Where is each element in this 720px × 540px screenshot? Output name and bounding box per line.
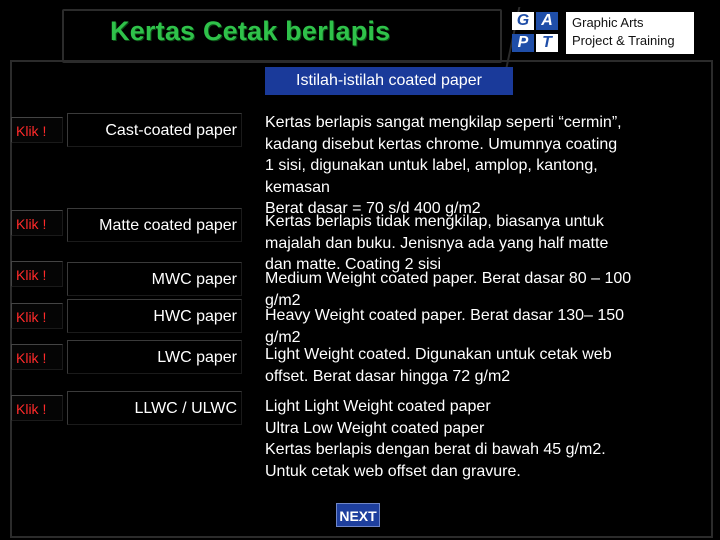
gapt-logo [512, 12, 694, 54]
page-title: Kertas Cetak berlapis [110, 16, 391, 46]
logo-text [566, 12, 694, 54]
desc-hwc-paper: Heavy Weight coated paper. Berat dasar 130– 150 g/m2 [265, 307, 625, 346]
klik-button-hwc[interactable]: Klik ! [11, 303, 63, 329]
desc-llwc-ulwc: Light Light Weight coated paper Ultra Low Weight coated paper Kertas berlapis dengan berat di bawah 45 g/m2. Untuk cetak web offset dan gravure. [265, 398, 606, 480]
logo-letter-g: G [512, 12, 534, 30]
term-lwc-paper: LWC paper [67, 340, 242, 374]
next-button[interactable]: NEXT [336, 503, 380, 527]
desc-mwc-paper: Medium Weight coated paper. Berat dasar 80 – 100 g/m2 [265, 270, 632, 309]
logo-letter-t: T [536, 34, 558, 52]
term-hwc-paper: HWC paper [67, 299, 242, 333]
section-subtitle: Istilah-istilah coated paper [265, 67, 513, 95]
klik-button-cast-coated[interactable]: Klik ! [11, 117, 63, 143]
klik-button-matte-coated[interactable]: Klik ! [11, 210, 63, 236]
logo-letter-grid [512, 12, 562, 54]
term-llwc-ulwc: LLWC / ULWC [67, 391, 242, 425]
klik-button-mwc[interactable]: Klik ! [11, 261, 63, 287]
desc-matte-coated-paper: Kertas berlapis tidak mengkilap, biasanya untuk majalah dan buku. Jenisnya ada yang half matte dan matte. Coating 2 sisi [265, 213, 609, 273]
logo-line-2: Project & Training [572, 33, 675, 48]
term-matte-coated-paper: Matte coated paper [67, 208, 242, 242]
desc-cast-coated-paper: Kertas berlapis sangat mengkilap seperti “cermin”, kadang disebut kertas chrome. Umumnya coating 1 sisi, digunakan untuk label, amplop, kantong, kemasan Berat dasar = 70 s/d 400 g/m2 [265, 114, 622, 217]
klik-button-llwc-ulwc[interactable]: Klik ! [11, 395, 63, 421]
logo-line-1: Graphic Arts [572, 15, 644, 30]
term-mwc-paper: MWC paper [67, 262, 242, 296]
term-cast-coated-paper: Cast-coated paper [67, 113, 242, 147]
logo-letter-a: A [536, 12, 558, 30]
desc-lwc-paper: Light Weight coated. Digunakan untuk cetak web offset. Berat dasar hingga 72 g/m2 [265, 346, 612, 385]
klik-button-lwc[interactable]: Klik ! [11, 344, 63, 370]
logo-letter-p: P [512, 34, 534, 52]
